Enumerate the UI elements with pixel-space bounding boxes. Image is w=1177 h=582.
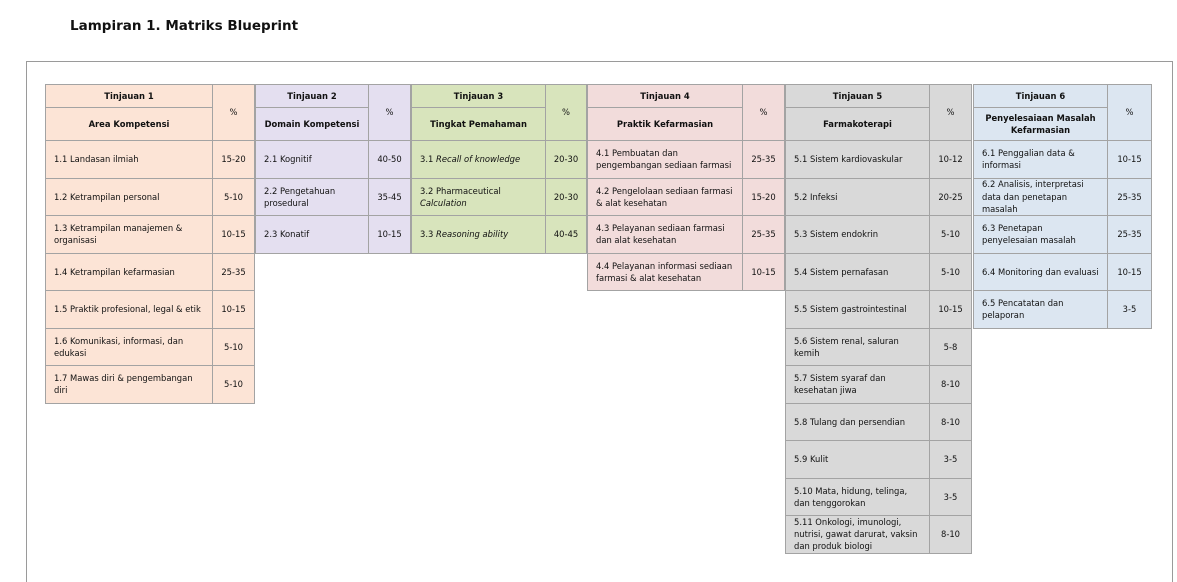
item-number: 3.1	[420, 154, 434, 165]
tinjauan-5-item-label: 5.4 Sistem pernafasan	[785, 253, 930, 292]
item-term: Reasoning ability	[436, 229, 509, 240]
tinjauan-6-item-percent: 25-35	[1107, 178, 1152, 217]
tinjauan-5-subheader: Farmakoterapi	[785, 107, 930, 141]
tinjauan-6-item-percent: 10-15	[1107, 140, 1152, 179]
tinjauan-1-item-percent: 5-10	[212, 328, 255, 367]
item-prefix: Pharmaceutical	[436, 185, 501, 196]
tinjauan-6-item-percent: 3-5	[1107, 290, 1152, 329]
tinjauan-2-item-label: 2.2 Pengetahuan prosedural	[255, 178, 369, 217]
tinjauan-5-item-percent: 5-10	[929, 253, 972, 292]
tinjauan-3-item-label	[411, 140, 546, 179]
tinjauan-2-item-label: 2.3 Konatif	[255, 215, 369, 254]
tinjauan-3-item-percent: 40-45	[545, 215, 587, 254]
tinjauan-1-item-percent: 25-35	[212, 253, 255, 292]
tinjauan-6-item-label: 6.2 Analisis, interpretasi data dan penetapan masalah	[973, 178, 1108, 217]
tinjauan-4-header: Tinjauan 4	[587, 84, 743, 108]
tinjauan-6-item-percent: 25-35	[1107, 215, 1152, 254]
tinjauan-6-item-label: 6.4 Monitoring dan evaluasi	[973, 253, 1108, 292]
tinjauan-3-item-percent: 20-30	[545, 140, 587, 179]
item-label-text	[420, 228, 508, 240]
item-number: 3.2	[420, 185, 434, 196]
tinjauan-2-item-label: 2.1 Kognitif	[255, 140, 369, 179]
tinjauan-5-item-percent: 8-10	[929, 515, 972, 554]
tinjauan-5-item-label: 5.11 Onkologi, imunologi, nutrisi, gawat darurat, vaksin dan produk biologi	[785, 515, 930, 554]
tinjauan-5-item-percent: 10-15	[929, 290, 972, 329]
tinjauan-5-item-label: 5.10 Mata, hidung, telinga, dan tenggorokan	[785, 478, 930, 517]
item-label-text	[420, 185, 537, 209]
tinjauan-5-item-percent: 5-8	[929, 328, 972, 367]
tinjauan-1-item-label: 1.3 Ketrampilan manajemen & organisasi	[45, 215, 213, 254]
tinjauan-4-item-label: 4.3 Pelayanan sediaan farmasi dan alat kesehatan	[587, 215, 743, 254]
tinjauan-1-item-label: 1.4 Ketrampilan kefarmasian	[45, 253, 213, 292]
item-term: Calculation	[420, 197, 467, 208]
tinjauan-1-item-percent: 15-20	[212, 140, 255, 179]
tinjauan-2-subheader: Domain Kompetensi	[255, 107, 369, 141]
tinjauan-3-header: Tinjauan 3	[411, 84, 546, 108]
tinjauan-1-header: Tinjauan 1	[45, 84, 213, 108]
tinjauan-6-percent-header: %	[1107, 84, 1152, 141]
tinjauan-4-percent-header: %	[742, 84, 785, 141]
tinjauan-5-item-percent: 10-12	[929, 140, 972, 179]
tinjauan-1-subheader: Area Kompetensi	[45, 107, 213, 141]
tinjauan-4-item-label: 4.2 Pengelolaan sediaan farmasi & alat kesehatan	[587, 178, 743, 217]
item-number: 3.3	[420, 229, 434, 240]
tinjauan-3-item-label	[411, 178, 546, 217]
tinjauan-1-item-label: 1.5 Praktik profesional, legal & etik	[45, 290, 213, 329]
tinjauan-5-percent-header: %	[929, 84, 972, 141]
tinjauan-1-item-percent: 10-15	[212, 290, 255, 329]
tinjauan-1-item-label: 1.7 Mawas diri & pengembangan diri	[45, 365, 213, 404]
tinjauan-4-item-percent: 25-35	[742, 140, 785, 179]
tinjauan-5-item-label: 5.1 Sistem kardiovaskular	[785, 140, 930, 179]
tinjauan-5-header: Tinjauan 5	[785, 84, 930, 108]
tinjauan-5-item-label: 5.7 Sistem syaraf dan kesehatan jiwa	[785, 365, 930, 404]
tinjauan-1-item-label: 1.2 Ketrampilan personal	[45, 178, 213, 217]
tinjauan-3-item-label	[411, 215, 546, 254]
tinjauan-1-item-percent: 5-10	[212, 365, 255, 404]
tinjauan-5-item-percent: 8-10	[929, 365, 972, 404]
tinjauan-5-item-label: 5.3 Sistem endokrin	[785, 215, 930, 254]
tinjauan-1-item-percent: 10-15	[212, 215, 255, 254]
tinjauan-5-item-label: 5.2 Infeksi	[785, 178, 930, 217]
tinjauan-6-header: Tinjauan 6	[973, 84, 1108, 108]
tinjauan-4-item-percent: 25-35	[742, 215, 785, 254]
tinjauan-2-item-percent: 40-50	[368, 140, 411, 179]
tinjauan-5-item-percent: 20-25	[929, 178, 972, 217]
tinjauan-3-subheader: Tingkat Pemahaman	[411, 107, 546, 141]
tinjauan-6-item-percent: 10-15	[1107, 253, 1152, 292]
item-label-text	[420, 153, 520, 165]
tinjauan-5-item-percent: 3-5	[929, 440, 972, 479]
tinjauan-6-item-label: 6.5 Pencatatan dan pelaporan	[973, 290, 1108, 329]
tinjauan-1-item-label: 1.1 Landasan ilmiah	[45, 140, 213, 179]
tinjauan-5-item-percent: 3-5	[929, 478, 972, 517]
tinjauan-5-item-label: 5.9 Kulit	[785, 440, 930, 479]
tinjauan-4-subheader: Praktik Kefarmasian	[587, 107, 743, 141]
tinjauan-5-item-label: 5.6 Sistem renal, saluran kemih	[785, 328, 930, 367]
tinjauan-5-item-percent: 8-10	[929, 403, 972, 442]
tinjauan-5-item-label: 5.5 Sistem gastrointestinal	[785, 290, 930, 329]
item-term: Recall of knowledge	[436, 154, 521, 165]
tinjauan-4-item-label: 4.1 Pembuatan dan pengembangan sediaan farmasi	[587, 140, 743, 179]
tinjauan-6-subheader: Penyelesaiaan Masalah Kefarmasian	[973, 107, 1108, 141]
tinjauan-4-item-percent: 15-20	[742, 178, 785, 217]
tinjauan-1-item-label: 1.6 Komunikasi, informasi, dan edukasi	[45, 328, 213, 367]
tinjauan-3-percent-header: %	[545, 84, 587, 141]
tinjauan-6-item-label: 6.1 Penggalian data & informasi	[973, 140, 1108, 179]
tinjauan-2-item-percent: 35-45	[368, 178, 411, 217]
tinjauan-2-header: Tinjauan 2	[255, 84, 369, 108]
page-title: Lampiran 1. Matriks Blueprint	[70, 18, 299, 34]
tinjauan-5-item-label: 5.8 Tulang dan persendian	[785, 403, 930, 442]
tinjauan-1-item-percent: 5-10	[212, 178, 255, 217]
tinjauan-4-item-percent: 10-15	[742, 253, 785, 292]
tinjauan-4-item-label: 4.4 Pelayanan informasi sediaan farmasi & alat kesehatan	[587, 253, 743, 292]
tinjauan-6-item-label: 6.3 Penetapan penyelesaian masalah	[973, 215, 1108, 254]
tinjauan-1-percent-header: %	[212, 84, 255, 141]
tinjauan-3-item-percent: 20-30	[545, 178, 587, 217]
tinjauan-5-item-percent: 5-10	[929, 215, 972, 254]
tinjauan-2-percent-header: %	[368, 84, 411, 141]
tinjauan-2-item-percent: 10-15	[368, 215, 411, 254]
